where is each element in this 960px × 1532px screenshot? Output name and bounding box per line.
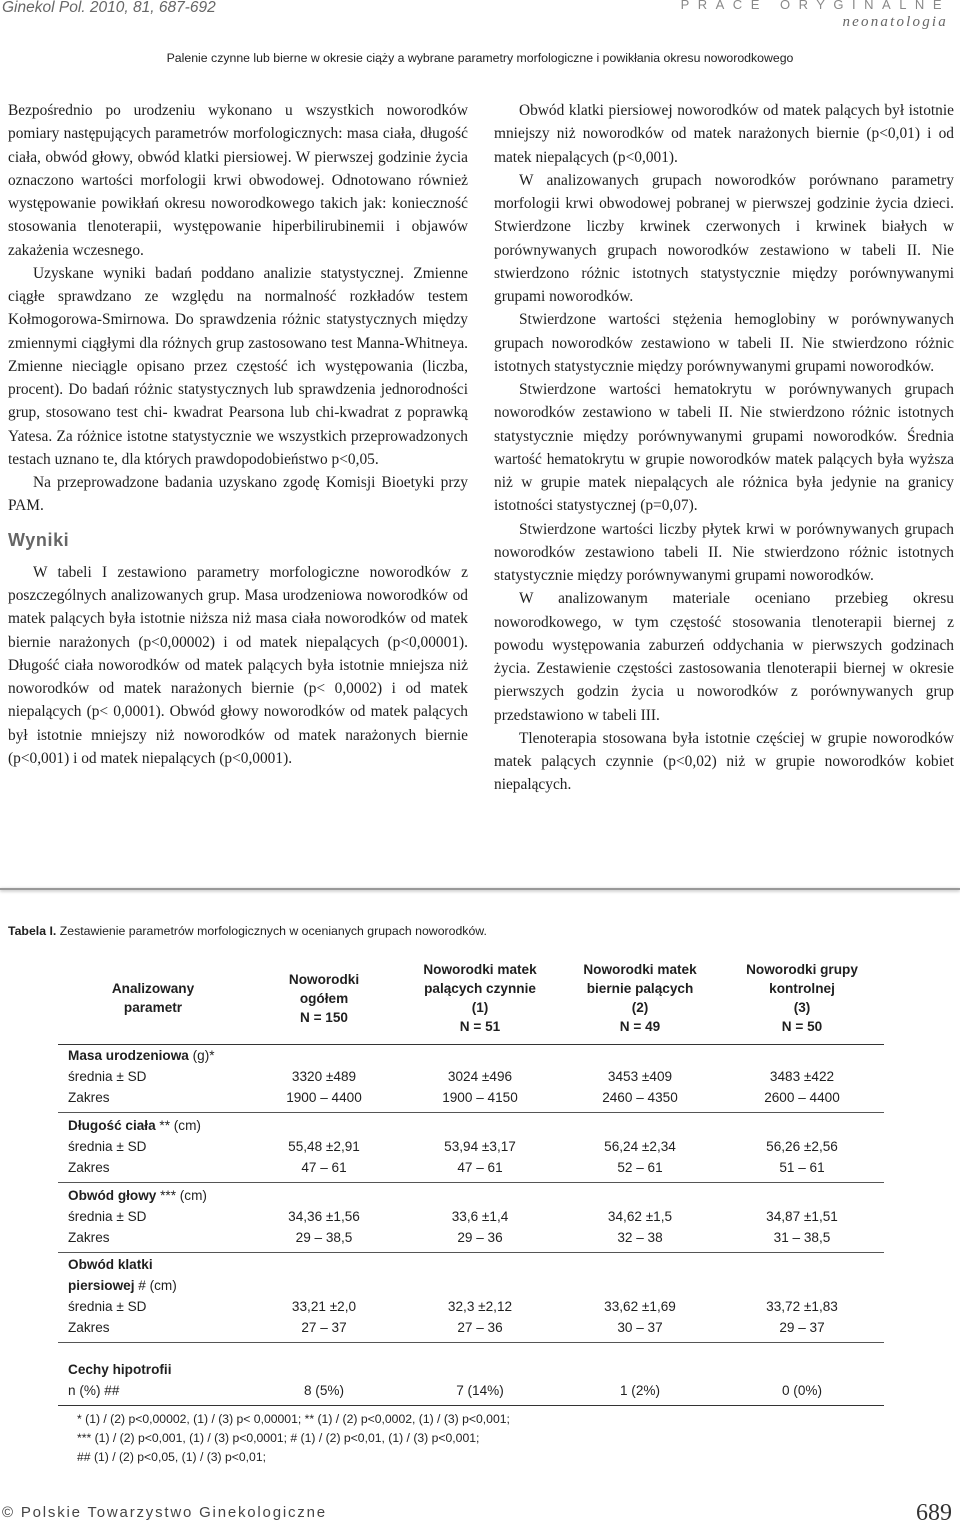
table-note: * (1) / (2) p<0,00002, (1) / (3) p< 0,00001; ** (1) / (2) p<0,0002, (1) / (3) p<0,001;	[77, 1412, 510, 1426]
param-line: Zakres	[68, 1090, 110, 1105]
value-cell	[400, 1253, 560, 1343]
value-cell	[248, 1113, 400, 1183]
value-line: 47 – 61	[457, 1160, 503, 1175]
section-label: PRACE ORYGINALNE	[680, 0, 950, 12]
param-line: n (%) ##	[68, 1383, 120, 1398]
param-line: średnia ± SD	[68, 1209, 147, 1224]
value-line: 32,3 ±2,12	[447, 1299, 513, 1314]
value-cell	[400, 1343, 560, 1406]
header-group-1: Noworodki matek palących czynnie (1) N = 51	[400, 952, 560, 1045]
value-cell	[248, 1183, 400, 1253]
param-cell	[58, 1183, 248, 1253]
param-cell	[58, 1343, 248, 1406]
value-line: 2600 – 4400	[764, 1090, 840, 1105]
value-line: 30 – 37	[617, 1320, 663, 1335]
value-line: 7 (14%)	[456, 1383, 504, 1398]
header-param: Analizowany parametr	[58, 952, 248, 1045]
param-title: Cechy hipotrofii	[68, 1362, 172, 1377]
value-line: 3453 ±409	[607, 1069, 673, 1084]
value-line: 33,21 ±2,0	[291, 1299, 357, 1314]
value-line: 3483 ±422	[769, 1069, 835, 1084]
paragraph: Stwierdzone wartości hematokrytu w porównywanych grupach noworodków zestawiono w tabeli II. Nie stwierdzono różnic istotnych statystycznie między porównywanymi grupami noworodków. Średnia wartość hematokrytu w grupie noworodków matek palących była wyższa niż w grupie matek niepalących ale różnica była jedynie na granicy istotności statystycznej (p=0,07).	[494, 381, 954, 515]
param-unit: # (cm)	[134, 1278, 177, 1293]
paragraph: Obwód klatki piersiowej noworodków od matek palących był istotnie mniejszy niż noworodków od matek narażonych biernie (p<0,01) i od matek niepalących (p<0,001).	[494, 102, 954, 166]
header-total: Noworodki ogółem N = 150	[248, 952, 400, 1045]
param-line: Zakres	[68, 1230, 110, 1245]
value-line: 33,72 ±1,83	[766, 1299, 838, 1314]
value-line: 29 – 38,5	[295, 1230, 353, 1245]
value-cell	[248, 1253, 400, 1343]
value-line: 56,24 ±2,34	[604, 1139, 676, 1154]
table-row	[58, 1183, 884, 1253]
value-cell	[560, 1183, 720, 1253]
param-cell	[58, 1253, 248, 1343]
param-line: średnia ± SD	[68, 1069, 147, 1084]
value-line: 29 – 36	[457, 1230, 503, 1245]
value-line: 1900 – 4400	[286, 1090, 362, 1105]
table-notes	[77, 1410, 510, 1467]
value-cell	[560, 1253, 720, 1343]
param-line: Zakres	[68, 1320, 110, 1335]
paragraph: W tabeli I zestawiono parametry morfologiczne noworodków z poszczególnych analizowanych grup. Masa urodzeniowa noworodków od matek palących była istotnie niższa niż masa ciała noworodków od matek biernie narażonych (p<0,00002) i od matek niepalących (p<0,00001). Długość ciała noworodków od matek palących była istotnie mniejsza niż noworodków od matek narażonych biernie (p< 0,0002) i od matek niepalących (p< 0,0001). Obwód głowy noworodków od matek palących był istotnie mniejszy niż noworodków od matek narażonych biernie (p<0,001) i od matek niepalących (p<0,0001).	[8, 563, 468, 767]
param-cell	[58, 1113, 248, 1183]
running-title: Palenie czynne lub bierne w okresie ciąży a wybrane parametry morfologiczne i powikłania okresu noworodkowego	[166, 51, 794, 65]
table-note: ## (1) / (2) p<0,05, (1) / (3) p<0,01;	[77, 1450, 267, 1464]
value-line: 31 – 38,5	[773, 1230, 831, 1245]
section-divider	[0, 888, 960, 890]
param-unit: ** (cm)	[155, 1118, 201, 1133]
table-caption-text: Zestawienie parametrów morfologicznych w ocenianych grupach noworodków.	[59, 924, 487, 938]
paragraph: W analizowanym materiale oceniano przebieg okresu noworodkowego, w tym częstość stosowania tlenoterapii biernej z powodu występowania zaburzeń oddychania w pierwszych godzinach życia. Zestawienie częstości zastosowania tlenoterapii biernej w okresie pierwszych godzin życia u noworodków z porównywanych grup przedstawiono w tabeli III.	[494, 590, 954, 724]
value-line: 53,94 ±3,17	[444, 1139, 516, 1154]
param-line: Zakres	[68, 1160, 110, 1175]
value-line: 51 – 61	[779, 1160, 825, 1175]
value-line: 3024 ±496	[447, 1069, 513, 1084]
value-line: 34,36 ±1,56	[288, 1209, 360, 1224]
table-row	[58, 1045, 884, 1113]
header-group-3: Noworodki grupy kontrolnej (3) N = 50	[720, 952, 884, 1045]
param-cell	[58, 1045, 248, 1113]
table-caption	[8, 924, 487, 938]
section-heading: Wyniki	[8, 529, 70, 550]
header-group-2: Noworodki matek biernie palących (2) N = 49	[560, 952, 720, 1045]
value-cell	[248, 1343, 400, 1406]
table-caption-label: Tabela I.	[8, 924, 57, 938]
value-line: 34,62 ±1,5	[607, 1209, 673, 1224]
value-line: 3320 ±489	[291, 1069, 357, 1084]
value-cell	[720, 1113, 884, 1183]
journal-citation: Ginekol Pol. 2010, 81, 687-692	[2, 0, 216, 16]
table-row	[58, 1113, 884, 1183]
value-cell	[560, 1343, 720, 1406]
table-note: *** (1) / (2) p<0,001, (1) / (3) p<0,0001; # (1) / (2) p<0,01, (1) / (3) p<0,001;	[77, 1431, 480, 1445]
value-line: 0 (0%)	[781, 1383, 823, 1398]
value-cell	[720, 1343, 884, 1406]
param-unit: *** (cm)	[156, 1188, 207, 1203]
value-line: 1 (2%)	[619, 1383, 661, 1398]
value-cell	[400, 1113, 560, 1183]
value-cell	[720, 1183, 884, 1253]
value-line: 29 – 37	[779, 1320, 825, 1335]
value-line: 2460 – 4350	[602, 1090, 678, 1105]
table-row	[58, 1343, 884, 1406]
value-line: 1900 – 4150	[442, 1090, 518, 1105]
table-row	[58, 1253, 884, 1343]
param-title: Obwód klatki	[68, 1257, 153, 1272]
value-line: 55,48 ±2,91	[288, 1139, 360, 1154]
param-line: średnia ± SD	[68, 1139, 147, 1154]
param-line: średnia ± SD	[68, 1299, 147, 1314]
value-cell	[560, 1113, 720, 1183]
value-line: 33,62 ±1,69	[604, 1299, 676, 1314]
param-title: Obwód głowy	[68, 1188, 157, 1203]
value-line: 34,87 ±1,51	[766, 1209, 838, 1224]
morphology-table	[58, 952, 884, 1406]
value-cell	[560, 1045, 720, 1113]
paragraph: Stwierdzone wartości liczby płytek krwi w porównywanych grupach noworodków zestawiono tabeli II. Nie stwierdzono różnic istotnych statystycznie między porównywanymi grupami noworodków.	[494, 520, 954, 584]
value-line: 56,26 ±2,56	[766, 1139, 838, 1154]
value-line: 8 (5%)	[303, 1383, 345, 1398]
value-cell	[720, 1045, 884, 1113]
paragraph: W analizowanych grupach noworodków porównano parametry morfologii krwi obwodowej pobranej w pierwszej godzinie życia dzieci. Stwierdzone liczby krwinek czerwonych i krwinek białych w porównywanych grupach noworodków zestawiono w tabeli II. Nie stwierdzono różnic istotnych statystycznie między porównywanymi grupami noworodków.	[494, 171, 954, 305]
param-title: Masa urodzeniowa	[68, 1048, 189, 1063]
publisher: © Polskie Towarzystwo Ginekologiczne	[2, 1504, 327, 1521]
value-line: 47 – 61	[301, 1160, 347, 1175]
value-line: 32 – 38	[617, 1230, 663, 1245]
param-title: Długość ciała	[68, 1118, 156, 1133]
value-cell	[400, 1045, 560, 1113]
param-title: piersiowej	[68, 1278, 135, 1293]
paragraph: Tlenoterapia stosowana była istotnie częściej w grupie noworodków matek palących czynnie (p<0,02) niż w grupie noworodków kobiet niepalących.	[494, 729, 954, 794]
value-line: 52 – 61	[617, 1160, 663, 1175]
paragraph: Bezpośrednio po urodzeniu wykonano u wszystkich noworodków pomiary następujących parametrów morfologicznych: masa ciała, długość ciała, obwód głowy, obwód klatki piersiowej. W pierwszej godzinie życia oznaczono wartości morfologii krwi obwodowej. Odnotowano również występowanie powikłań okresu noworodkowego takich jak: konieczność stosowania tlenoterapii, występowanie hiperbilirubinemii i objawów zakażenia wczesnego.	[8, 102, 468, 259]
value-line: 27 – 37	[301, 1320, 347, 1335]
value-cell	[720, 1253, 884, 1343]
paragraph: Uzyskane wyniki badań poddano analizie statystycznej. Zmienne ciągłe sprawdzano ze względu na normalność rozkładów testem Kołmogorowa-Smirnowa. Do sprawdzenia różnic statystycznych między zmiennymi ciągłymi dla różnych grup zastosowano test Manna-Whitneya. Zmienne nieciągle opisano przez częstość ich występowania (liczba, procent). Do badań różnic statystycznych lub sprawdzenia jednorodności grup, stosowano test chi- kwadrat Pearsona lub chi-kwadrat z poprawką Yatesa. Za różnice istotne statystycznie we wszystkich przeprowadzonych testach uznano te, dla których prawdopodobieństwo p<0,05.	[8, 264, 468, 468]
right-column	[494, 99, 954, 797]
page-number: 689	[916, 1500, 952, 1526]
paragraph: Na przeprowadzone badania uzyskano zgodę Komisji Bioetyki przy PAM.	[8, 474, 468, 515]
value-cell	[248, 1045, 400, 1113]
paragraph: Stwierdzone wartości stężenia hemoglobiny w porównywanych grupach noworodków zestawiono w tabeli II. Nie stwierdzono różnic istotnych statystycznie między porównywanymi grupami noworodków.	[494, 311, 954, 375]
value-line: 27 – 36	[457, 1320, 503, 1335]
value-line: 33,6 ±1,4	[451, 1209, 509, 1224]
param-unit: (g)*	[188, 1048, 215, 1063]
value-cell	[400, 1183, 560, 1253]
left-column	[8, 99, 468, 770]
subsection-label: neonatologia	[842, 14, 948, 30]
